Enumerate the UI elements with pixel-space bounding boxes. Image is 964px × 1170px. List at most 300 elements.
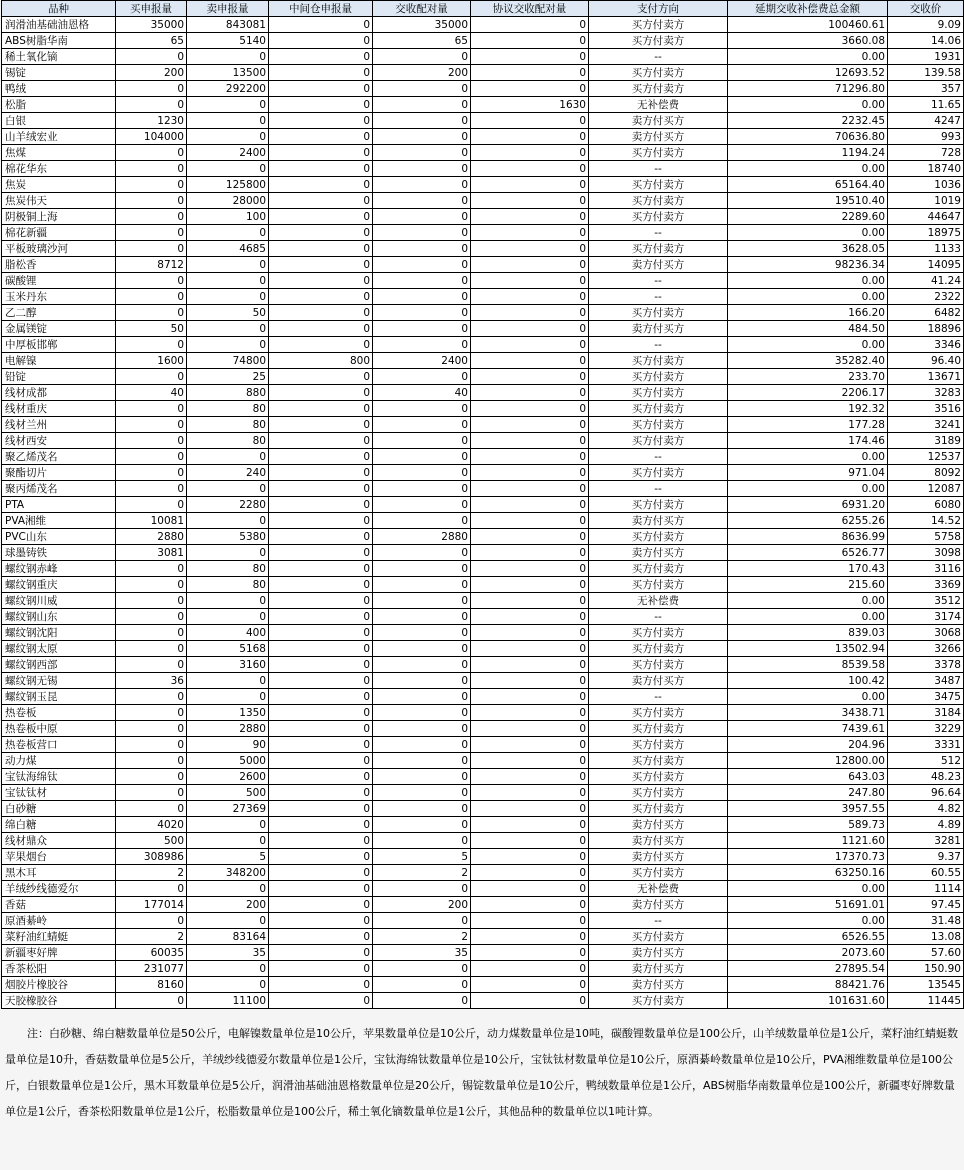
product-cell: 白银 [2, 113, 116, 129]
product-cell: 稀土氧化镝 [2, 49, 116, 65]
matched-qty-cell: 0 [373, 801, 471, 817]
table-row [2, 337, 964, 353]
delivery-price-cell: 1133 [888, 241, 964, 257]
product-cell: 棉花新疆 [2, 225, 116, 241]
payment-direction-cell: 卖方付买方 [589, 833, 728, 849]
payment-direction-cell: 买方付卖方 [589, 369, 728, 385]
payment-direction-cell: 买方付卖方 [589, 561, 728, 577]
delivery-price-cell: 139.58 [888, 65, 964, 81]
payment-direction-cell: 卖方付买方 [589, 849, 728, 865]
compensation-total-cell: 6931.20 [728, 497, 888, 513]
buy-qty-cell: 36 [116, 673, 187, 689]
payment-direction-cell: -- [589, 161, 728, 177]
matched-qty-cell: 0 [373, 289, 471, 305]
sell-qty-cell: 27369 [187, 801, 269, 817]
intermediate-qty-cell: 0 [269, 129, 373, 145]
matched-qty-cell: 0 [373, 737, 471, 753]
table-row [2, 545, 964, 561]
matched-qty-cell: 5 [373, 849, 471, 865]
buy-qty-cell: 0 [116, 721, 187, 737]
product-cell: 聚乙烯茂名 [2, 449, 116, 465]
product-cell: 乙二醇 [2, 305, 116, 321]
buy-qty-cell: 60035 [116, 945, 187, 961]
intermediate-qty-cell: 0 [269, 993, 373, 1009]
delivery-price-cell: 3098 [888, 545, 964, 561]
buy-qty-cell: 1600 [116, 353, 187, 369]
intermediate-qty-cell: 0 [269, 689, 373, 705]
buy-qty-cell: 8712 [116, 257, 187, 273]
sell-qty-cell: 400 [187, 625, 269, 641]
buy-qty-cell: 4020 [116, 817, 187, 833]
table-row [2, 209, 964, 225]
table-row [2, 609, 964, 625]
table-row [2, 81, 964, 97]
product-cell: 碳酸锂 [2, 273, 116, 289]
product-cell: 菜籽油红蜻蜓 [2, 929, 116, 945]
buy-qty-cell: 0 [116, 449, 187, 465]
agreement-qty-cell: 0 [471, 161, 589, 177]
agreement-qty-cell: 0 [471, 817, 589, 833]
table-row [2, 385, 964, 401]
table-row [2, 753, 964, 769]
product-cell: 润滑油基础油恩格 [2, 17, 116, 33]
agreement-qty-cell: 0 [471, 865, 589, 881]
compensation-total-cell: 3438.71 [728, 705, 888, 721]
compensation-total-cell: 3628.05 [728, 241, 888, 257]
compensation-total-cell: 8539.58 [728, 657, 888, 673]
compensation-total-cell: 7439.61 [728, 721, 888, 737]
compensation-total-cell: 0.00 [728, 689, 888, 705]
sell-qty-cell: 80 [187, 401, 269, 417]
payment-direction-cell: 买方付卖方 [589, 785, 728, 801]
payment-direction-cell: 买方付卖方 [589, 577, 728, 593]
delivery-price-cell: 3516 [888, 401, 964, 417]
matched-qty-cell: 0 [373, 689, 471, 705]
buy-qty-cell: 0 [116, 913, 187, 929]
delivery-price-cell: 57.60 [888, 945, 964, 961]
product-cell: 中厚板邯郸 [2, 337, 116, 353]
matched-qty-cell: 0 [373, 833, 471, 849]
sell-qty-cell: 0 [187, 977, 269, 993]
payment-direction-cell: -- [589, 481, 728, 497]
intermediate-qty-cell: 0 [269, 785, 373, 801]
intermediate-qty-cell: 0 [269, 177, 373, 193]
header-compensation-total: 延期交收补偿费总金额 [728, 1, 888, 17]
compensation-total-cell: 0.00 [728, 273, 888, 289]
intermediate-qty-cell: 0 [269, 257, 373, 273]
buy-qty-cell: 0 [116, 641, 187, 657]
table-row [2, 257, 964, 273]
matched-qty-cell: 0 [373, 401, 471, 417]
intermediate-qty-cell: 0 [269, 193, 373, 209]
payment-direction-cell: 买方付卖方 [589, 33, 728, 49]
delivery-price-cell: 3378 [888, 657, 964, 673]
agreement-qty-cell: 0 [471, 849, 589, 865]
matched-qty-cell: 0 [373, 497, 471, 513]
table-row [2, 673, 964, 689]
agreement-qty-cell: 0 [471, 593, 589, 609]
sell-qty-cell: 0 [187, 609, 269, 625]
delivery-price-cell: 4247 [888, 113, 964, 129]
matched-qty-cell: 0 [373, 161, 471, 177]
buy-qty-cell: 0 [116, 753, 187, 769]
payment-direction-cell: 买方付卖方 [589, 65, 728, 81]
matched-qty-cell: 2400 [373, 353, 471, 369]
delivery-price-cell: 14.52 [888, 513, 964, 529]
intermediate-qty-cell: 0 [269, 529, 373, 545]
buy-qty-cell: 0 [116, 417, 187, 433]
delivery-price-cell: 18975 [888, 225, 964, 241]
product-cell: 金属镁锭 [2, 321, 116, 337]
matched-qty-cell: 0 [373, 225, 471, 241]
buy-qty-cell: 0 [116, 209, 187, 225]
buy-qty-cell: 0 [116, 273, 187, 289]
sell-qty-cell: 35 [187, 945, 269, 961]
intermediate-qty-cell: 0 [269, 737, 373, 753]
buy-qty-cell: 0 [116, 401, 187, 417]
matched-qty-cell: 0 [373, 561, 471, 577]
agreement-qty-cell: 0 [471, 193, 589, 209]
buy-qty-cell: 1230 [116, 113, 187, 129]
matched-qty-cell: 0 [373, 641, 471, 657]
product-cell: 螺纹钢太原 [2, 641, 116, 657]
compensation-total-cell: 100460.61 [728, 17, 888, 33]
matched-qty-cell: 2880 [373, 529, 471, 545]
agreement-qty-cell: 0 [471, 545, 589, 561]
compensation-total-cell: 2289.60 [728, 209, 888, 225]
sell-qty-cell: 0 [187, 257, 269, 273]
sell-qty-cell: 2880 [187, 721, 269, 737]
product-cell: ABS树脂华南 [2, 33, 116, 49]
product-cell: 平板玻璃沙河 [2, 241, 116, 257]
sell-qty-cell: 5000 [187, 753, 269, 769]
product-cell: 螺纹钢山东 [2, 609, 116, 625]
matched-qty-cell: 0 [373, 913, 471, 929]
sell-qty-cell: 11100 [187, 993, 269, 1009]
sell-qty-cell: 0 [187, 49, 269, 65]
table-body [2, 17, 964, 1009]
product-cell: 聚酯切片 [2, 465, 116, 481]
table-row [2, 241, 964, 257]
payment-direction-cell: 买方付卖方 [589, 305, 728, 321]
intermediate-qty-cell: 0 [269, 465, 373, 481]
matched-qty-cell: 0 [373, 433, 471, 449]
buy-qty-cell: 2 [116, 865, 187, 881]
intermediate-qty-cell: 0 [269, 881, 373, 897]
compensation-total-cell: 215.60 [728, 577, 888, 593]
payment-direction-cell: 买方付卖方 [589, 657, 728, 673]
compensation-total-cell: 177.28 [728, 417, 888, 433]
product-cell: 螺纹钢川威 [2, 593, 116, 609]
table-row [2, 817, 964, 833]
matched-qty-cell: 0 [373, 609, 471, 625]
intermediate-qty-cell: 0 [269, 817, 373, 833]
buy-qty-cell: 0 [116, 305, 187, 321]
buy-qty-cell: 8160 [116, 977, 187, 993]
delivery-price-cell: 6482 [888, 305, 964, 321]
matched-qty-cell: 200 [373, 897, 471, 913]
compensation-total-cell: 0.00 [728, 609, 888, 625]
payment-direction-cell: -- [589, 273, 728, 289]
buy-qty-cell: 35000 [116, 17, 187, 33]
sell-qty-cell: 0 [187, 129, 269, 145]
delivery-price-cell: 60.55 [888, 865, 964, 881]
payment-direction-cell: 买方付卖方 [589, 209, 728, 225]
compensation-total-cell: 3957.55 [728, 801, 888, 817]
buy-qty-cell: 0 [116, 609, 187, 625]
buy-qty-cell: 0 [116, 241, 187, 257]
compensation-total-cell: 51691.01 [728, 897, 888, 913]
product-cell: 新疆枣好牌 [2, 945, 116, 961]
sell-qty-cell: 80 [187, 433, 269, 449]
agreement-qty-cell: 0 [471, 49, 589, 65]
product-cell: 线材成都 [2, 385, 116, 401]
agreement-qty-cell: 0 [471, 977, 589, 993]
compensation-total-cell: 166.20 [728, 305, 888, 321]
payment-direction-cell: 卖方付买方 [589, 673, 728, 689]
matched-qty-cell: 0 [373, 465, 471, 481]
buy-qty-cell: 3081 [116, 545, 187, 561]
table-row [2, 689, 964, 705]
table-row [2, 721, 964, 737]
payment-direction-cell: 买方付卖方 [589, 417, 728, 433]
buy-qty-cell: 0 [116, 433, 187, 449]
product-cell: 线材西安 [2, 433, 116, 449]
agreement-qty-cell: 0 [471, 625, 589, 641]
payment-direction-cell: 买方付卖方 [589, 641, 728, 657]
product-cell: 烟胶片橡胶谷 [2, 977, 116, 993]
buy-qty-cell: 104000 [116, 129, 187, 145]
header-product: 品种 [2, 1, 116, 17]
sell-qty-cell: 292200 [187, 81, 269, 97]
buy-qty-cell: 0 [116, 593, 187, 609]
buy-qty-cell: 0 [116, 657, 187, 673]
payment-direction-cell: 卖方付买方 [589, 897, 728, 913]
intermediate-qty-cell: 0 [269, 337, 373, 353]
table-row [2, 17, 964, 33]
delivery-price-cell: 3266 [888, 641, 964, 657]
buy-qty-cell: 0 [116, 561, 187, 577]
buy-qty-cell: 10081 [116, 513, 187, 529]
delivery-price-cell: 18896 [888, 321, 964, 337]
compensation-total-cell: 192.32 [728, 401, 888, 417]
intermediate-qty-cell: 0 [269, 97, 373, 113]
compensation-total-cell: 8636.99 [728, 529, 888, 545]
compensation-total-cell: 19510.40 [728, 193, 888, 209]
payment-direction-cell: 卖方付买方 [589, 257, 728, 273]
delivery-price-cell: 3189 [888, 433, 964, 449]
compensation-total-cell: 1194.24 [728, 145, 888, 161]
agreement-qty-cell: 0 [471, 561, 589, 577]
product-cell: 脂松香 [2, 257, 116, 273]
agreement-qty-cell: 0 [471, 833, 589, 849]
delivery-report [1, 0, 963, 1125]
product-cell: 鸭绒 [2, 81, 116, 97]
intermediate-qty-cell: 0 [269, 977, 373, 993]
table-row [2, 881, 964, 897]
product-cell: 螺纹钢沈阳 [2, 625, 116, 641]
agreement-qty-cell: 0 [471, 465, 589, 481]
delivery-price-cell: 4.82 [888, 801, 964, 817]
matched-qty-cell: 0 [373, 673, 471, 689]
table-row [2, 401, 964, 417]
intermediate-qty-cell: 0 [269, 849, 373, 865]
table-row [2, 641, 964, 657]
agreement-qty-cell: 0 [471, 481, 589, 497]
intermediate-qty-cell: 0 [269, 577, 373, 593]
sell-qty-cell: 0 [187, 689, 269, 705]
payment-direction-cell: 买方付卖方 [589, 753, 728, 769]
delivery-price-cell: 357 [888, 81, 964, 97]
table-row [2, 913, 964, 929]
agreement-qty-cell: 0 [471, 113, 589, 129]
delivery-price-cell: 993 [888, 129, 964, 145]
agreement-qty-cell: 0 [471, 177, 589, 193]
sell-qty-cell: 348200 [187, 865, 269, 881]
table-row [2, 177, 964, 193]
matched-qty-cell: 0 [373, 977, 471, 993]
intermediate-qty-cell: 0 [269, 209, 373, 225]
table-row [2, 225, 964, 241]
agreement-qty-cell: 0 [471, 17, 589, 33]
matched-qty-cell: 200 [373, 65, 471, 81]
intermediate-qty-cell: 0 [269, 385, 373, 401]
matched-qty-cell: 0 [373, 417, 471, 433]
table-row [2, 273, 964, 289]
buy-qty-cell: 0 [116, 369, 187, 385]
buy-qty-cell: 2 [116, 929, 187, 945]
sell-qty-cell: 0 [187, 833, 269, 849]
table-row [2, 865, 964, 881]
sell-qty-cell: 0 [187, 817, 269, 833]
intermediate-qty-cell: 0 [269, 225, 373, 241]
matched-qty-cell: 0 [373, 209, 471, 225]
table-row [2, 657, 964, 673]
matched-qty-cell: 0 [373, 721, 471, 737]
matched-qty-cell: 0 [373, 337, 471, 353]
payment-direction-cell: 买方付卖方 [589, 145, 728, 161]
delivery-price-cell: 150.90 [888, 961, 964, 977]
payment-direction-cell: 买方付卖方 [589, 993, 728, 1009]
agreement-qty-cell: 0 [471, 209, 589, 225]
payment-direction-cell: 买方付卖方 [589, 769, 728, 785]
compensation-total-cell: 0.00 [728, 913, 888, 929]
agreement-qty-cell: 0 [471, 785, 589, 801]
table-row [2, 145, 964, 161]
sell-qty-cell: 0 [187, 449, 269, 465]
product-cell: 热卷板中原 [2, 721, 116, 737]
delivery-table [1, 0, 964, 1009]
delivery-price-cell: 1019 [888, 193, 964, 209]
delivery-price-cell: 3174 [888, 609, 964, 625]
delivery-price-cell: 3068 [888, 625, 964, 641]
compensation-total-cell: 2073.60 [728, 945, 888, 961]
intermediate-qty-cell: 0 [269, 401, 373, 417]
payment-direction-cell: 卖方付买方 [589, 113, 728, 129]
table-row [2, 977, 964, 993]
compensation-total-cell: 0.00 [728, 161, 888, 177]
compensation-total-cell: 0.00 [728, 449, 888, 465]
intermediate-qty-cell: 0 [269, 801, 373, 817]
compensation-total-cell: 0.00 [728, 49, 888, 65]
sell-qty-cell: 2280 [187, 497, 269, 513]
intermediate-qty-cell: 0 [269, 897, 373, 913]
intermediate-qty-cell: 0 [269, 561, 373, 577]
compensation-total-cell: 63250.16 [728, 865, 888, 881]
intermediate-qty-cell: 0 [269, 513, 373, 529]
sell-qty-cell: 0 [187, 273, 269, 289]
matched-qty-cell: 0 [373, 817, 471, 833]
intermediate-qty-cell: 0 [269, 705, 373, 721]
matched-qty-cell: 40 [373, 385, 471, 401]
delivery-price-cell: 3281 [888, 833, 964, 849]
compensation-total-cell: 1121.60 [728, 833, 888, 849]
compensation-total-cell: 35282.40 [728, 353, 888, 369]
compensation-total-cell: 233.70 [728, 369, 888, 385]
matched-qty-cell: 0 [373, 193, 471, 209]
delivery-price-cell: 3512 [888, 593, 964, 609]
compensation-total-cell: 13502.94 [728, 641, 888, 657]
sell-qty-cell: 0 [187, 673, 269, 689]
delivery-price-cell: 44647 [888, 209, 964, 225]
compensation-total-cell: 100.42 [728, 673, 888, 689]
table-row [2, 305, 964, 321]
matched-qty-cell: 0 [373, 257, 471, 273]
sell-qty-cell: 0 [187, 545, 269, 561]
product-cell: 苹果烟台 [2, 849, 116, 865]
agreement-qty-cell: 0 [471, 433, 589, 449]
intermediate-qty-cell: 0 [269, 753, 373, 769]
matched-qty-cell: 65 [373, 33, 471, 49]
delivery-price-cell: 13671 [888, 369, 964, 385]
delivery-price-cell: 18740 [888, 161, 964, 177]
intermediate-qty-cell: 0 [269, 769, 373, 785]
table-row [2, 785, 964, 801]
delivery-price-cell: 6080 [888, 497, 964, 513]
compensation-total-cell: 101631.60 [728, 993, 888, 1009]
sell-qty-cell: 83164 [187, 929, 269, 945]
agreement-qty-cell: 0 [471, 641, 589, 657]
intermediate-qty-cell: 0 [269, 641, 373, 657]
table-row [2, 849, 964, 865]
sell-qty-cell: 100 [187, 209, 269, 225]
buy-qty-cell: 0 [116, 49, 187, 65]
table-row [2, 833, 964, 849]
matched-qty-cell: 0 [373, 449, 471, 465]
sell-qty-cell: 500 [187, 785, 269, 801]
agreement-qty-cell: 0 [471, 353, 589, 369]
delivery-price-cell: 3346 [888, 337, 964, 353]
product-cell: 阴极铜上海 [2, 209, 116, 225]
intermediate-qty-cell: 0 [269, 289, 373, 305]
sell-qty-cell: 3160 [187, 657, 269, 673]
payment-direction-cell: 买方付卖方 [589, 465, 728, 481]
agreement-qty-cell: 0 [471, 225, 589, 241]
buy-qty-cell: 0 [116, 769, 187, 785]
product-cell: 线材兰州 [2, 417, 116, 433]
product-cell: 羊绒纱线德爱尔 [2, 881, 116, 897]
agreement-qty-cell: 0 [471, 497, 589, 513]
sell-qty-cell: 28000 [187, 193, 269, 209]
header-sell-qty: 卖申报量 [187, 1, 269, 17]
intermediate-qty-cell: 0 [269, 369, 373, 385]
table-row [2, 417, 964, 433]
table-row [2, 433, 964, 449]
product-cell: 香菇 [2, 897, 116, 913]
agreement-qty-cell: 0 [471, 273, 589, 289]
delivery-price-cell: 12087 [888, 481, 964, 497]
compensation-total-cell: 0.00 [728, 97, 888, 113]
